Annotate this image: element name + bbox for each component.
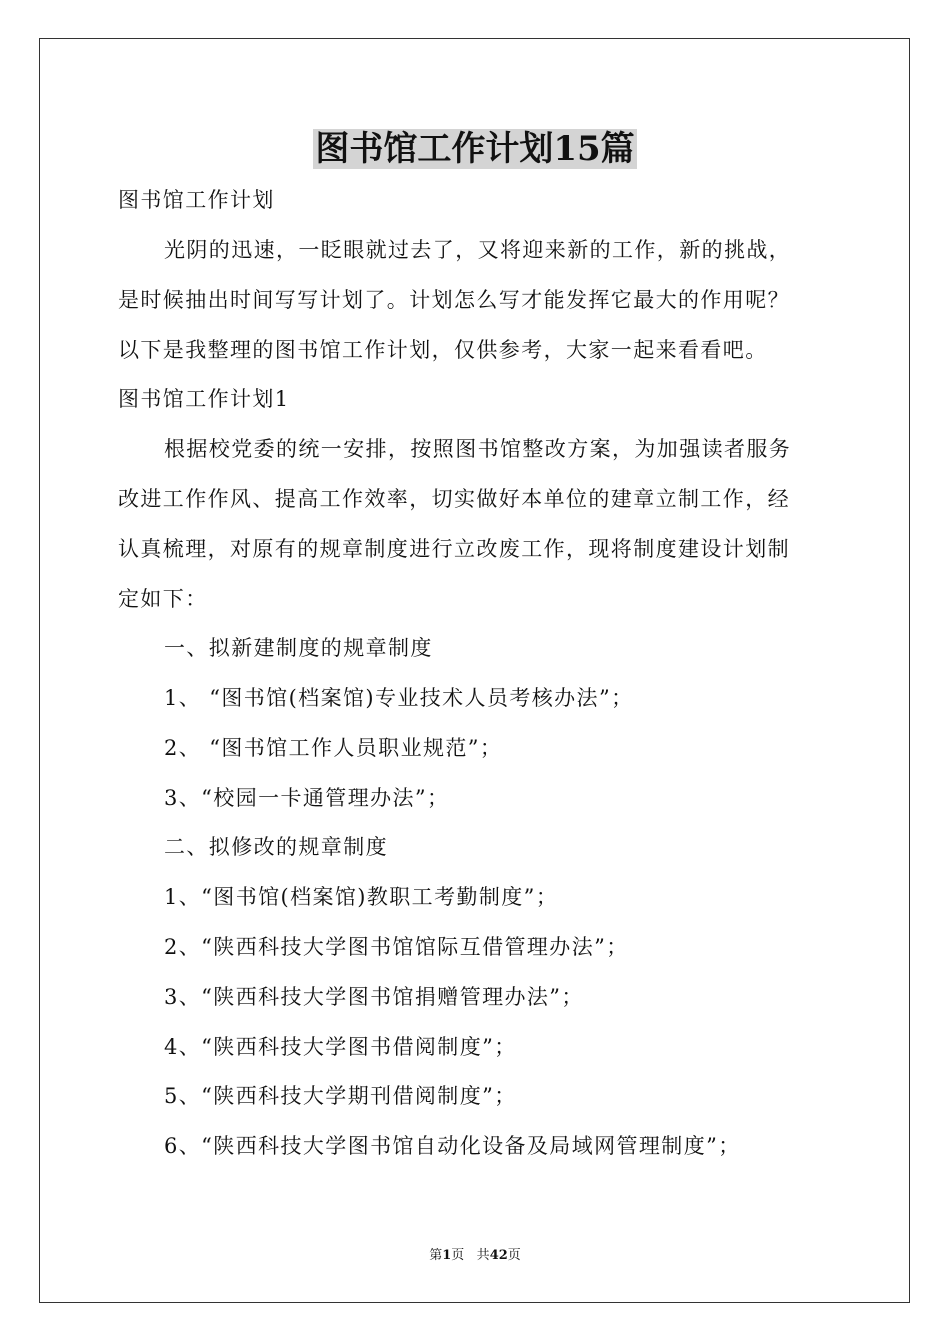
footer-total-prefix: 共	[476, 1248, 490, 1263]
footer-page-suffix: 页	[451, 1248, 465, 1263]
list-item: 4、“陕西科技大学图书借阅制度”；	[164, 1035, 517, 1059]
paragraph-line: 认真梳理，对原有的规章制度进行立改废工作，现将制度建设计划制	[118, 537, 790, 561]
paragraph-line: 以下是我整理的图书馆工作计划，仅供参考，大家一起来看看吧。	[118, 338, 768, 362]
list-heading: 二、拟修改的规章制度	[164, 835, 388, 859]
paragraph-line: 定如下：	[118, 587, 208, 611]
section-heading: 图书馆工作计划	[118, 188, 275, 212]
footer-total-suffix: 页	[507, 1248, 521, 1263]
paragraph-line: 是时候抽出时间写写计划了。计划怎么写才能发挥它最大的作用呢？	[118, 288, 790, 312]
page-frame	[39, 38, 910, 1303]
list-item: 1、 “图书馆(档案馆)专业技术人员考核办法”；	[164, 686, 634, 710]
list-item: 3、“陕西科技大学图书馆捐赠管理办法”；	[164, 985, 584, 1009]
paragraph-line: 光阴的迅速，一眨眼就过去了，又将迎来新的工作，新的挑战，	[164, 238, 792, 262]
list-item: 2、 “图书馆工作人员职业规范”；	[164, 736, 503, 760]
footer-page-number: 1	[442, 1248, 452, 1263]
list-heading: 一、拟新建制度的规章制度	[164, 636, 433, 660]
list-item: 1、“图书馆(档案馆)教职工考勤制度”；	[164, 885, 559, 909]
section-heading: 图书馆工作计划1	[118, 387, 290, 411]
list-item: 6、“陕西科技大学图书馆自动化设备及局域网管理制度”；	[164, 1134, 741, 1158]
paragraph-line: 改进工作作风、提高工作效率，切实做好本单位的建章立制工作，经	[118, 487, 790, 511]
document-title	[0, 127, 950, 171]
page-footer	[0, 1247, 950, 1265]
paragraph-line: 根据校党委的统一安排，按照图书馆整改方案，为加强读者服务	[164, 437, 792, 461]
footer-page-prefix: 第	[429, 1248, 443, 1263]
list-item: 2、“陕西科技大学图书馆馆际互借管理办法”；	[164, 935, 629, 959]
list-item: 5、“陕西科技大学期刊借阅制度”；	[164, 1084, 517, 1108]
document-title-text: 图书馆工作计划15篇	[315, 129, 635, 169]
footer-total-pages: 42	[489, 1248, 508, 1263]
list-item: 3、“校园一卡通管理办法”；	[164, 786, 450, 810]
